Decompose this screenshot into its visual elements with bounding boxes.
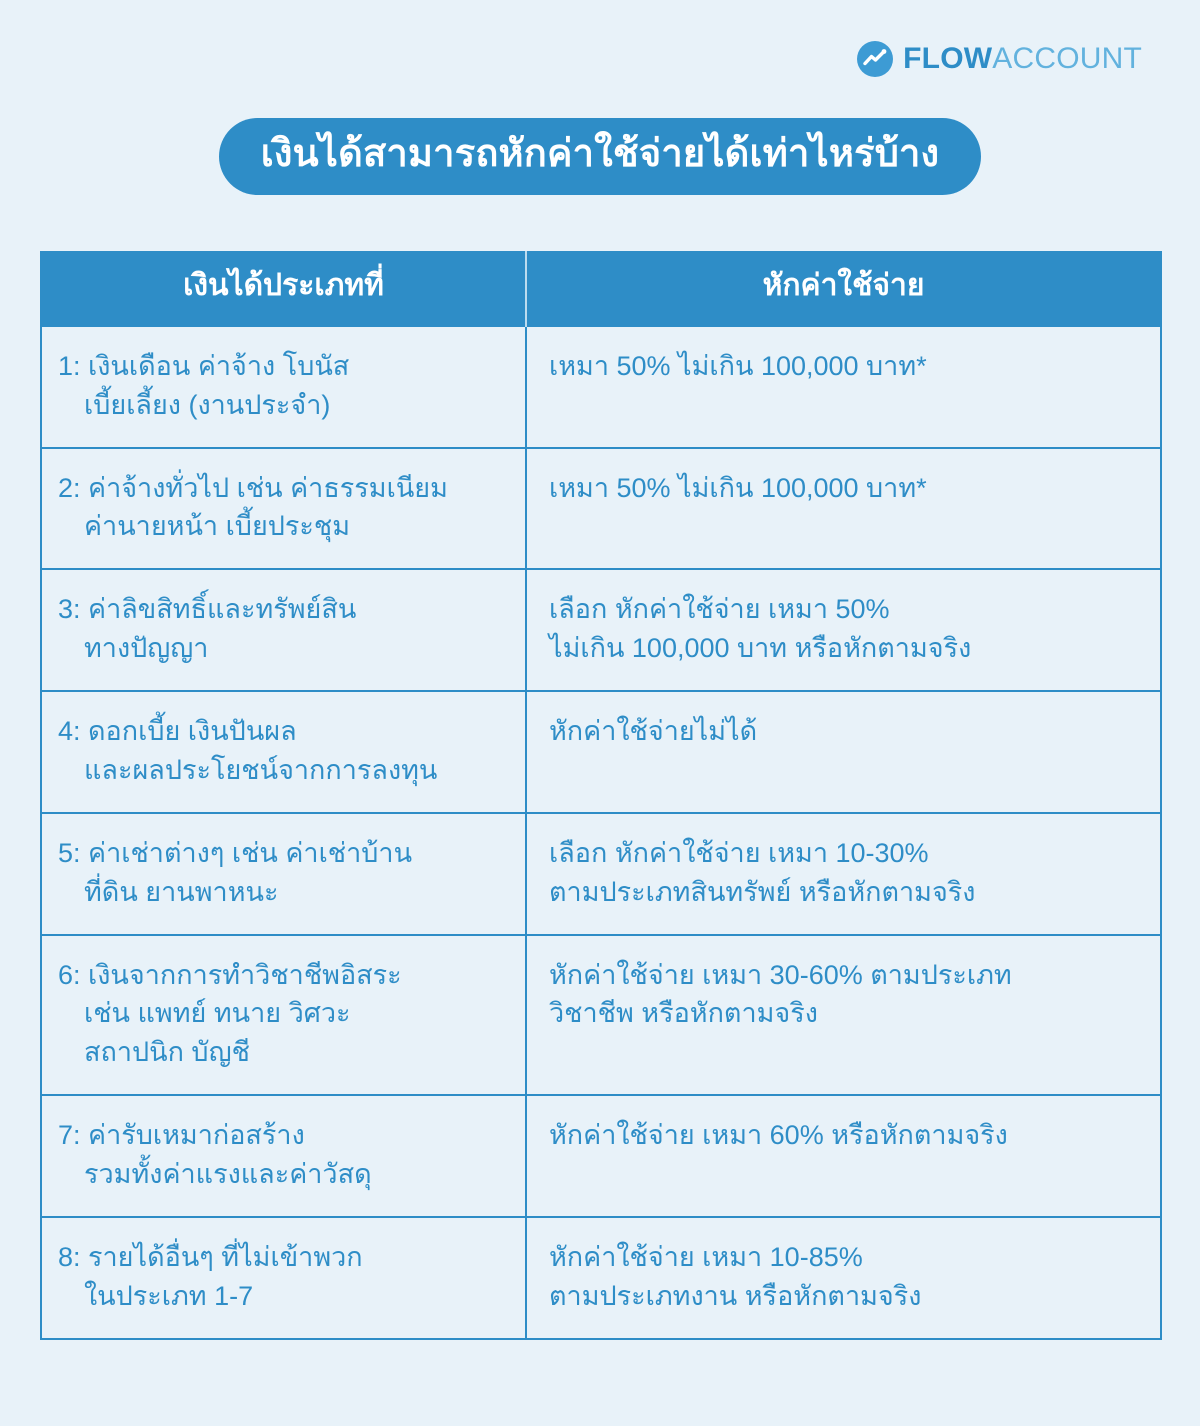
title-section — [0, 118, 1200, 251]
cell-deduction — [526, 1217, 1161, 1339]
cell-income-type — [41, 691, 526, 813]
cell-text-line: ตามประเภทงาน หรือหักตามจริง — [549, 1280, 922, 1311]
table-header — [41, 252, 1161, 326]
column-header-deduction: หักค่าใช้จ่าย — [526, 252, 1161, 326]
cell-text-line: ตามประเภทสินทรัพย์ หรือหักตามจริง — [549, 876, 976, 907]
cell-text-line: วิชาชีพ หรือหักตามจริง — [549, 998, 818, 1029]
cell-text-line: หักค่าใช้จ่าย เหมา 10-85% — [549, 1241, 863, 1272]
cell-text-line: สถาปนิก บัญชี — [84, 1037, 250, 1068]
cell-text-line: 6: เงินจากการทำวิชาชีพอิสระ — [58, 959, 402, 990]
table-body — [41, 326, 1161, 1339]
cell-income-type — [41, 813, 526, 935]
cell-text-line: เหมา 50% ไม่เกิน 100,000 บาท* — [549, 472, 927, 503]
cell-text-line: 2: ค่าจ้างทั่วไป เช่น ค่าธรรมเนียม — [58, 472, 448, 503]
page-title: เงินได้สามารถหักค่าใช้จ่ายได้เท่าไหร่บ้าง — [219, 118, 982, 195]
table-row — [41, 813, 1161, 935]
cell-deduction — [526, 569, 1161, 691]
income-deduction-table — [40, 251, 1162, 1340]
table-row — [41, 326, 1161, 448]
flowaccount-logo-icon — [857, 41, 893, 77]
table-row — [41, 569, 1161, 691]
table-row — [41, 1217, 1161, 1339]
cell-text-line: ทางปัญญา — [84, 633, 209, 664]
cell-text-line: เบี้ยเลี้ยง (งานประจำ) — [84, 389, 331, 420]
cell-text-line: ค่านายหน้า เบี้ยประชุม — [84, 511, 351, 542]
cell-text-line: 7: ค่ารับเหมาก่อสร้าง — [58, 1120, 305, 1151]
cell-text-line: หักค่าใช้จ่ายไม่ได้ — [549, 716, 758, 747]
table-row — [41, 935, 1161, 1096]
cell-text-line: เลือก หักค่าใช้จ่าย เหมา 50% — [549, 594, 890, 625]
table-section — [0, 251, 1200, 1340]
cell-text-line: และผลประโยชน์จากการลงทุน — [84, 754, 438, 785]
cell-text-line: 8: รายได้อื่นๆ ที่ไม่เข้าพวก — [58, 1241, 363, 1272]
cell-text-line: 1: เงินเดือน ค่าจ้าง โบนัส — [58, 350, 350, 381]
cell-text-line: ในประเภท 1-7 — [84, 1280, 254, 1311]
table-row — [41, 1095, 1161, 1217]
cell-income-type — [41, 448, 526, 570]
cell-text-line: ไม่เกิน 100,000 บาท หรือหักตามจริง — [549, 633, 972, 664]
cell-income-type — [41, 1217, 526, 1339]
brand-name-bold: FLOW — [903, 42, 993, 75]
cell-income-type — [41, 1095, 526, 1217]
column-header-income-type: เงินได้ประเภทที่ — [41, 252, 526, 326]
table-header-row — [41, 252, 1161, 326]
flowaccount-logo — [857, 41, 1142, 77]
cell-text-line: 4: ดอกเบี้ย เงินปันผล — [58, 716, 297, 747]
cell-deduction — [526, 326, 1161, 448]
cell-text-line: เหมา 50% ไม่เกิน 100,000 บาท* — [549, 350, 927, 381]
table-row — [41, 691, 1161, 813]
cell-text-line: ที่ดิน ยานพาหนะ — [84, 876, 279, 907]
cell-income-type — [41, 935, 526, 1096]
cell-deduction — [526, 1095, 1161, 1217]
cell-income-type — [41, 326, 526, 448]
cell-deduction — [526, 691, 1161, 813]
cell-text-line: เลือก หักค่าใช้จ่าย เหมา 10-30% — [549, 837, 929, 868]
cell-text-line: หักค่าใช้จ่าย เหมา 60% หรือหักตามจริง — [549, 1120, 1008, 1151]
cell-deduction — [526, 935, 1161, 1096]
brand-wordmark — [903, 44, 1142, 74]
cell-income-type — [41, 569, 526, 691]
cell-text-line: หักค่าใช้จ่าย เหมา 30-60% ตามประเภท — [549, 959, 1012, 990]
cell-text-line: 5: ค่าเช่าต่างๆ เช่น ค่าเช่าบ้าน — [58, 837, 413, 868]
cell-text-line: 3: ค่าลิขสิทธิ์และทรัพย์สิน — [58, 594, 357, 625]
cell-text-line: เช่น แพทย์ ทนาย วิศวะ — [84, 998, 351, 1029]
cell-deduction — [526, 448, 1161, 570]
table-row — [41, 448, 1161, 570]
brand-name-light: ACCOUNT — [992, 42, 1142, 75]
cell-deduction — [526, 813, 1161, 935]
page-header — [0, 0, 1200, 118]
cell-text-line: รวมทั้งค่าแรงและค่าวัสดุ — [84, 1159, 372, 1190]
